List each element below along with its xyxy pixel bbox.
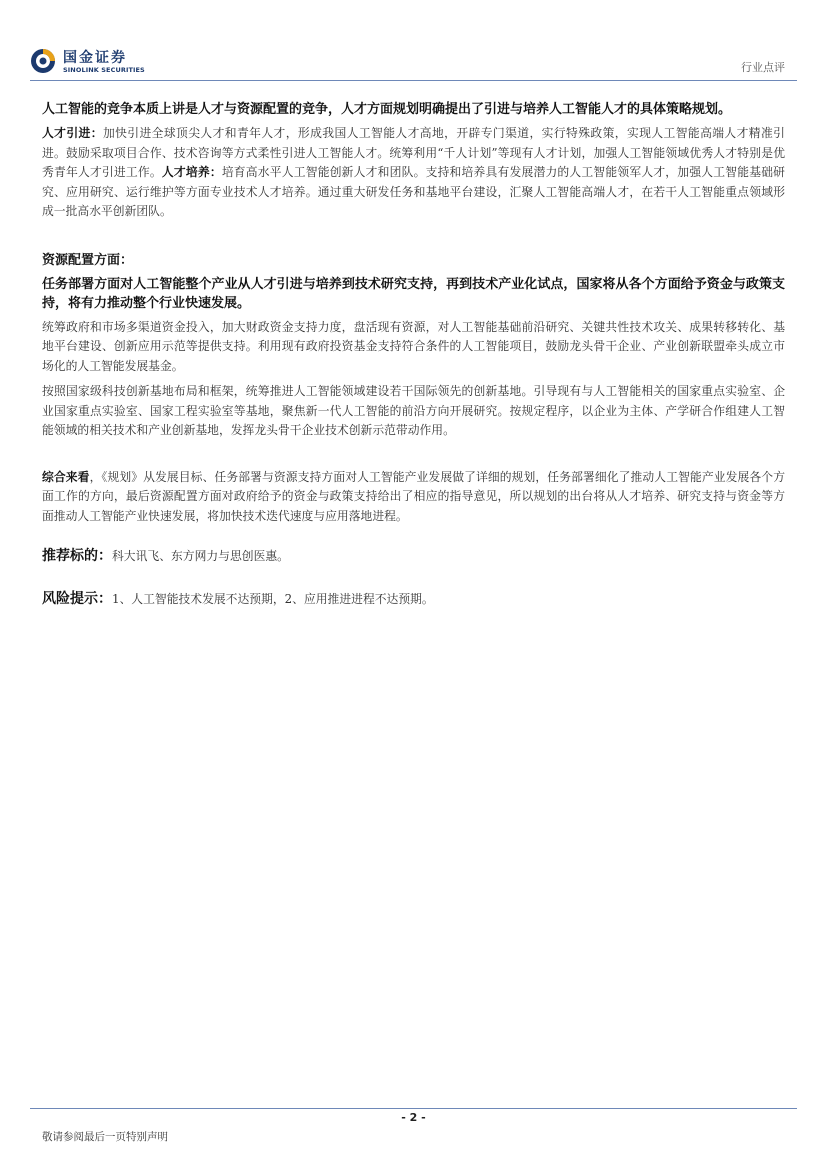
page-number: - 2 - (401, 1111, 426, 1124)
talent-intro-text: 加快引进全球顶尖人才和青年人才，形成我国人工智能人才高地，开辟专门渠道，实行特殊政策，实现人工智能高端人才精准引进。鼓励采取项目合作、技术咨询等方式柔性引进人工智能人才。统筹利用“千人计划”等现有人才计划，加强人工智能领域优秀人才特别是优秀青年人才引进工作。 (42, 126, 785, 179)
risk-line (42, 589, 785, 610)
talent-paragraph (42, 124, 785, 222)
document-type-label: 行业点评 (741, 61, 785, 74)
talent-train-text: 培育高水平人工智能创新人才和团队。支持和培养具有发展潜力的人工智能领军人才，加强人工智能基础研究、应用研究、运行维护等方面专业技术人才培养。通过重大研发任务和基地平台建设，汇聚人工智能高端人才，在若干人工智能重点领域形成一批高水平创新团队。 (42, 165, 785, 218)
talent-train-label: 人才培养： (161, 165, 222, 179)
page-header (0, 0, 827, 82)
logo-english-name: SINOLINK SECURITIES (63, 66, 145, 74)
recommend-text: 科大讯飞、东方网力与思创医惠。 (112, 549, 289, 563)
disclaimer-note: 敬请参阅最后一页特别声明 (42, 1131, 168, 1143)
recommendation-line (42, 546, 785, 567)
company-logo (30, 44, 160, 78)
risk-text: 1、人工智能技术发展不达预期，2、应用推进进程不达预期。 (112, 591, 434, 606)
report-body (42, 97, 785, 609)
recommend-label: 推荐标的： (42, 548, 112, 564)
innovation-base-paragraph: 按照国家级科技创新基地布局和框架，统筹推进人工智能领域建设若干国际领先的创新基地。引导现有与人工智能相关的国家重点实验室、企业国家重点实验室、国家工程实验室等基地，聚焦新一代人工智能的前沿方向开展研究。按规定程序，以企业为主体、产学研合作组建人工智能领域的相关技术和产业创新基地，发挥龙头骨干企业技术创新示范带动作用。 (42, 384, 785, 437)
footer-divider (30, 1108, 797, 1109)
summary-label: 综合来看 (42, 469, 90, 484)
summary-paragraph (42, 468, 785, 527)
resource-heading: 资源配置方面： (42, 252, 134, 268)
summary-text: ，《规划》从发展目标、任务部署与资源支持方面对人工智能产业发展做了详细的规划，任务部署细化了推动人工智能产业发展各个方面工作的方向，最后资源配置方面对政府给予的资金与政策支持给出了相应的指导意见，所以规划的出台将从人才培养、研究支持与资金等方面推动人工智能产业快速发展，将加快技术迭代速度与应用落地进程。 (42, 469, 785, 523)
risk-label: 风险提示： (42, 590, 112, 607)
resource-lead: 任务部署方面对人工智能整个产业从人才引进与培养到技术研究支持，再到技术产业化试点，国家将从各个方面给予资金与政策支持，将有力推动整个行业快速发展。 (42, 276, 785, 311)
header-divider (30, 80, 797, 81)
funding-paragraph: 统筹政府和市场多渠道资金投入，加大财政资金支持力度，盘活现有资源，对人工智能基础前沿研究、关键共性技术攻关、成果转移转化、基地平台建设、创新应用示范等提供支持。利用现有政府投资基金支持符合条件的人工智能项目，鼓励龙头骨干企业、产业创新联盟牵头成立市场化的人工智能发展基金。 (42, 319, 785, 373)
section1-lead: 人工智能的竞争本质上讲是人才与资源配置的竞争，人才方面规划明确提出了引进与培养人工智能人才的具体策略规划。 (42, 102, 732, 117)
logo-chinese-name: 国金证券 (63, 50, 127, 66)
sinolink-logo-icon (30, 48, 56, 74)
talent-intro-label: 人才引进： (42, 126, 103, 140)
